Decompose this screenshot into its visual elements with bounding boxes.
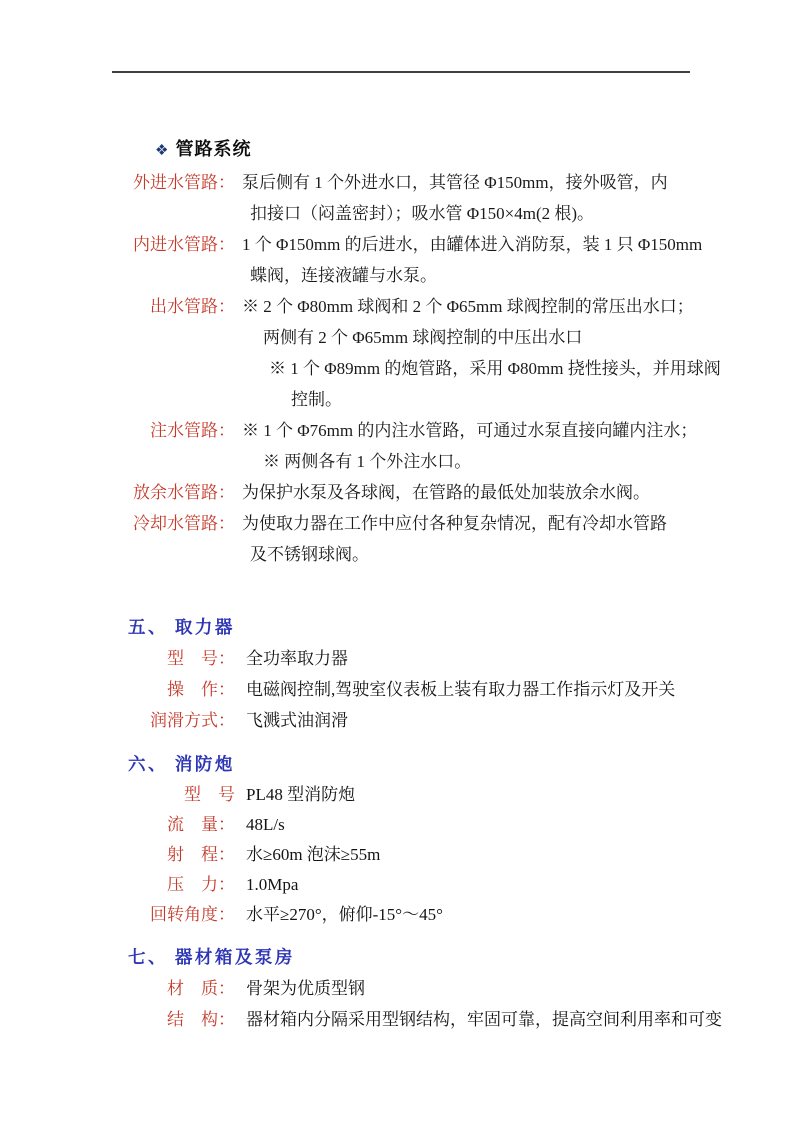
spec-value: PL48 型消防炮 [246, 785, 356, 804]
pipe-entry-filling [113, 415, 713, 477]
spec-value: 器材箱内分隔采用型钢结构，牢固可靠，提高空间利用率和可变 [246, 1010, 722, 1029]
spec-label: 操 作： [167, 680, 235, 699]
pipe-entry-label: 冷却水管路： [133, 514, 235, 533]
spec-label: 流 量： [167, 815, 235, 834]
pipe-entry-label: 注水管路： [150, 421, 235, 440]
spec-value: 1.0Mpa [246, 875, 299, 894]
pipe-entry-line: 扣接口（闷盖密封）；吸水管 Φ150×4m(2 根)。 [250, 204, 595, 223]
pipe-entry-line: 为使取力器在工作中应付各种复杂情况，配有冷却水管路 [242, 514, 667, 533]
pipe-entry-label: 放余水管路： [133, 483, 235, 502]
pipe-entry-line: ※ 1 个 Φ89mm 的炮管路，采用 Φ80mm 挠性接头，并用球阀 [269, 359, 721, 378]
pipe-entry-cooling [113, 508, 713, 570]
spec-label: 结 构： [167, 1010, 235, 1029]
spec-row [113, 705, 713, 736]
pipe-entry-line: 及不锈钢球阀。 [250, 545, 369, 564]
page-content [113, 134, 722, 1035]
section-fire-monitor [113, 749, 713, 930]
spec-row [113, 780, 713, 810]
spec-value: 48L/s [246, 815, 285, 834]
section-heading: 六、 消防炮 [128, 754, 235, 774]
section-equipment-box [113, 942, 722, 1035]
pipe-entry-line: ※ 两侧各有 1 个外注水口。 [263, 452, 472, 471]
section-heading: 七、 器材箱及泵房 [128, 947, 295, 967]
section-heading: 五、 取力器 [128, 617, 235, 637]
pipe-entry-body [242, 167, 713, 229]
pipe-entry-line: ※ 2 个 Φ80mm 球阀和 2 个 Φ65mm 球阀控制的常压出水口； [242, 297, 694, 316]
header-rule [112, 71, 690, 73]
spec-row [113, 870, 713, 900]
section-power-takeoff [113, 612, 713, 736]
pipe-entry-body [242, 229, 713, 291]
spec-value: 骨架为优质型钢 [246, 979, 365, 998]
pipe-entry-line: 两侧有 2 个 Φ65mm 球阀控制的中压出水口 [263, 328, 583, 347]
spec-label: 型 号 [184, 785, 235, 804]
pipe-entry-line: ※ 1 个 Φ76mm 的内注水管路，可通过水泵直接向罐内注水； [242, 421, 698, 440]
spec-value: 电磁阀控制,驾驶室仪表板上装有取力器工作指示灯及开关 [246, 680, 676, 699]
pipe-system-title: 管路系统 [175, 139, 252, 159]
pipe-entry-drain [113, 477, 713, 508]
spec-value: 水≥60m 泡沫≥55m [246, 845, 381, 864]
spec-value: 水平≥270°，俯仰-15°～45° [246, 905, 443, 924]
spec-row [113, 643, 713, 674]
pipe-entry-internal-inlet [113, 229, 713, 291]
spec-row [113, 674, 713, 705]
spec-row [113, 840, 713, 870]
spec-label: 压 力： [167, 875, 235, 894]
pipe-entry-outlet [113, 291, 721, 415]
spec-label: 润滑方式： [150, 711, 235, 730]
spec-label: 材 质： [167, 979, 235, 998]
spec-row [113, 973, 713, 1004]
spec-row [113, 1004, 722, 1035]
pipe-entry-line: 为保护水泵及各球阀，在管路的最低处加装放余水阀。 [242, 483, 650, 502]
pipe-entry-label: 内进水管路： [133, 235, 235, 254]
spec-value: 飞溅式油润滑 [246, 711, 348, 730]
spec-label: 回转角度： [150, 905, 235, 924]
spec-row [113, 900, 713, 930]
pipe-entry-line: 控制。 [291, 390, 342, 409]
spec-value: 全功率取力器 [246, 649, 348, 668]
pipe-entry-body [242, 415, 713, 477]
pipe-entry-external-inlet [113, 167, 713, 229]
pipe-system-heading [155, 134, 713, 167]
spec-label: 射 程： [167, 845, 235, 864]
pipe-entry-label: 出水管路： [150, 297, 235, 316]
pipe-entry-label: 外进水管路： [133, 173, 235, 192]
diamond-bullet-icon: ❖ [155, 143, 169, 159]
spec-row [113, 810, 713, 840]
pipe-entry-body [242, 477, 713, 508]
pipe-entry-body [242, 508, 713, 570]
pipe-entry-line: 1 个 Φ150mm 的后进水，由罐体进入消防泵，装 1 只 Φ150mm [242, 235, 703, 254]
pipe-entry-body [242, 291, 721, 415]
spec-label: 型 号： [167, 649, 235, 668]
pipe-entry-line: 蝶阀，连接液罐与水泵。 [250, 266, 437, 285]
pipe-entry-line: 泵后侧有 1 个外进水口，其管径 Φ150mm，接外吸管，内 [242, 173, 668, 192]
